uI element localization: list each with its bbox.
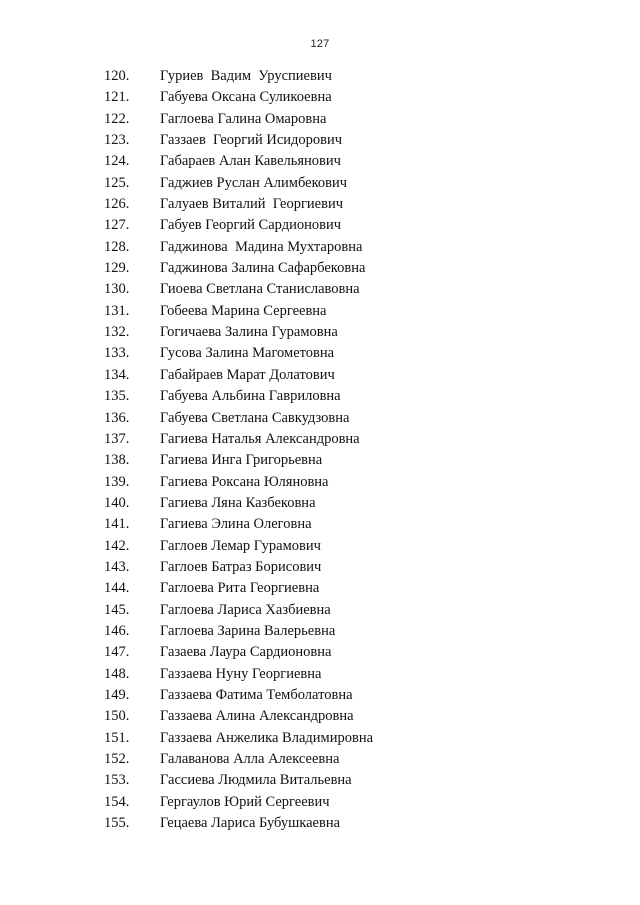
- person-name: Гергаулов Юрий Сергеевич: [160, 793, 330, 810]
- item-number: 143.: [104, 558, 130, 575]
- item-number: 140.: [104, 494, 130, 511]
- person-name: Гассиева Людмила Витальевна: [160, 772, 352, 789]
- person-name: Габайраев Марат Долатович: [160, 366, 335, 383]
- list-item: [0, 664, 640, 685]
- list-item: [0, 642, 640, 663]
- person-name: Гаглоева Лариса Хазбиевна: [160, 601, 331, 618]
- item-number: 129.: [104, 260, 130, 277]
- list-item: [0, 514, 640, 535]
- list-item: [0, 173, 640, 194]
- list-item: [0, 322, 640, 343]
- person-name: Гаглоев Лемар Гурамович: [160, 537, 321, 554]
- person-name: Гаджинова Залина Сафарбековна: [160, 260, 366, 277]
- list-item: [0, 194, 640, 215]
- item-number: 147.: [104, 644, 130, 661]
- person-name: Газаева Лаура Сардионовна: [160, 644, 332, 661]
- list-item: [0, 685, 640, 706]
- person-name: Гагиева Инга Григорьевна: [160, 452, 323, 469]
- list-item: [0, 109, 640, 130]
- list-item: [0, 151, 640, 172]
- person-name: Газзаева Нуну Георгиевна: [160, 665, 322, 682]
- item-number: 136.: [104, 409, 130, 426]
- person-name: Галаванова Алла Алексеевна: [160, 751, 340, 767]
- person-name: Гуриев Вадим Уруспиевич: [160, 68, 332, 84]
- list-item: [0, 343, 640, 364]
- item-number: 149.: [104, 686, 130, 703]
- item-number: 133.: [104, 345, 130, 362]
- list-item: [0, 792, 640, 813]
- list-item: [0, 130, 640, 151]
- person-name: Гиоева Светлана Станиславовна: [160, 281, 360, 298]
- list-item: [0, 450, 640, 471]
- item-number: 124.: [104, 153, 130, 170]
- list-item: [0, 728, 640, 749]
- list-item: [0, 536, 640, 557]
- item-number: 155.: [104, 815, 130, 832]
- list-item: [0, 706, 640, 727]
- person-name: Гаджиев Руслан Алимбекович: [160, 174, 348, 191]
- item-number: 123.: [104, 132, 130, 149]
- person-name: Газзаев Георгий Исидорович: [160, 132, 343, 149]
- item-number: 128.: [104, 238, 130, 255]
- person-name: Габуева Альбина Гавриловна: [160, 388, 341, 405]
- person-name: Габуева Оксана Суликоевна: [160, 89, 332, 106]
- list-item: [0, 770, 640, 791]
- person-name: Гагиева Роксана Юляновна: [160, 473, 329, 490]
- list-item: [0, 87, 640, 108]
- list-item: [0, 237, 640, 258]
- item-number: 134.: [104, 366, 130, 383]
- item-number: 135.: [104, 388, 130, 405]
- person-name: Галуаев Виталий Георгиевич: [160, 196, 343, 213]
- list-item: [0, 386, 640, 407]
- item-number: 151.: [104, 729, 130, 746]
- name-list: [0, 66, 640, 834]
- person-name: Гагиева Наталья Александровна: [160, 430, 360, 447]
- list-item: [0, 493, 640, 514]
- item-number: 145.: [104, 601, 130, 618]
- item-number: 142.: [104, 537, 130, 554]
- item-number: 146.: [104, 622, 130, 639]
- person-name: Гаглоева Рита Георгиевна: [160, 580, 320, 597]
- list-item: [0, 301, 640, 322]
- item-number: 138.: [104, 452, 130, 469]
- person-name: Гаглоева Галина Омаровна: [160, 110, 327, 127]
- list-item: [0, 621, 640, 642]
- item-number: 152.: [104, 751, 130, 767]
- person-name: Газзаева Алина Александровна: [160, 708, 354, 725]
- list-item: [0, 557, 640, 578]
- person-name: Гаглоев Батраз Борисович: [160, 558, 322, 575]
- item-number: 141.: [104, 516, 130, 533]
- person-name: Гобеева Марина Сергеевна: [160, 302, 327, 319]
- person-name: Гусова Залина Магометовна: [160, 345, 335, 362]
- list-item: [0, 279, 640, 300]
- item-number: 130.: [104, 281, 130, 298]
- person-name: Гецаева Лариса Бубушкаевна: [160, 815, 341, 832]
- item-number: 150.: [104, 708, 130, 725]
- person-name: Гагиева Ляна Казбековна: [160, 494, 316, 511]
- item-number: 132.: [104, 324, 130, 341]
- person-name: Габуев Георгий Сардионович: [160, 217, 342, 234]
- list-item: [0, 749, 640, 770]
- page-number: 127: [310, 38, 330, 50]
- item-number: 131.: [104, 302, 130, 319]
- list-item: [0, 66, 640, 87]
- item-number: 154.: [104, 793, 130, 810]
- person-name: Гагиева Элина Олеговна: [160, 516, 312, 533]
- list-item: [0, 408, 640, 429]
- item-number: 137.: [104, 430, 130, 447]
- list-item: [0, 472, 640, 493]
- item-number: 148.: [104, 665, 130, 682]
- item-number: 153.: [104, 772, 130, 789]
- list-item: [0, 258, 640, 279]
- item-number: 120.: [104, 68, 130, 84]
- person-name: Гаджинова Мадина Мухтаровна: [160, 238, 363, 255]
- item-number: 139.: [104, 473, 130, 490]
- person-name: Габуева Светлана Савкудзовна: [160, 409, 350, 426]
- list-item: [0, 215, 640, 236]
- list-item: [0, 813, 640, 834]
- item-number: 121.: [104, 89, 130, 106]
- list-item: [0, 600, 640, 621]
- item-number: 144.: [104, 580, 130, 597]
- item-number: 127.: [104, 217, 130, 234]
- list-item: [0, 578, 640, 599]
- person-name: Габараев Алан Кавельянович: [160, 153, 341, 170]
- person-name: Гогичаева Залина Гурамовна: [160, 324, 338, 341]
- person-name: Газзаева Фатима Темболатовна: [160, 686, 353, 703]
- item-number: 126.: [104, 196, 130, 213]
- list-item: [0, 429, 640, 450]
- item-number: 125.: [104, 174, 130, 191]
- person-name: Газзаева Анжелика Владимировна: [160, 729, 374, 746]
- item-number: 122.: [104, 110, 130, 127]
- list-item: [0, 365, 640, 386]
- person-name: Гаглоева Зарина Валерьевна: [160, 622, 336, 639]
